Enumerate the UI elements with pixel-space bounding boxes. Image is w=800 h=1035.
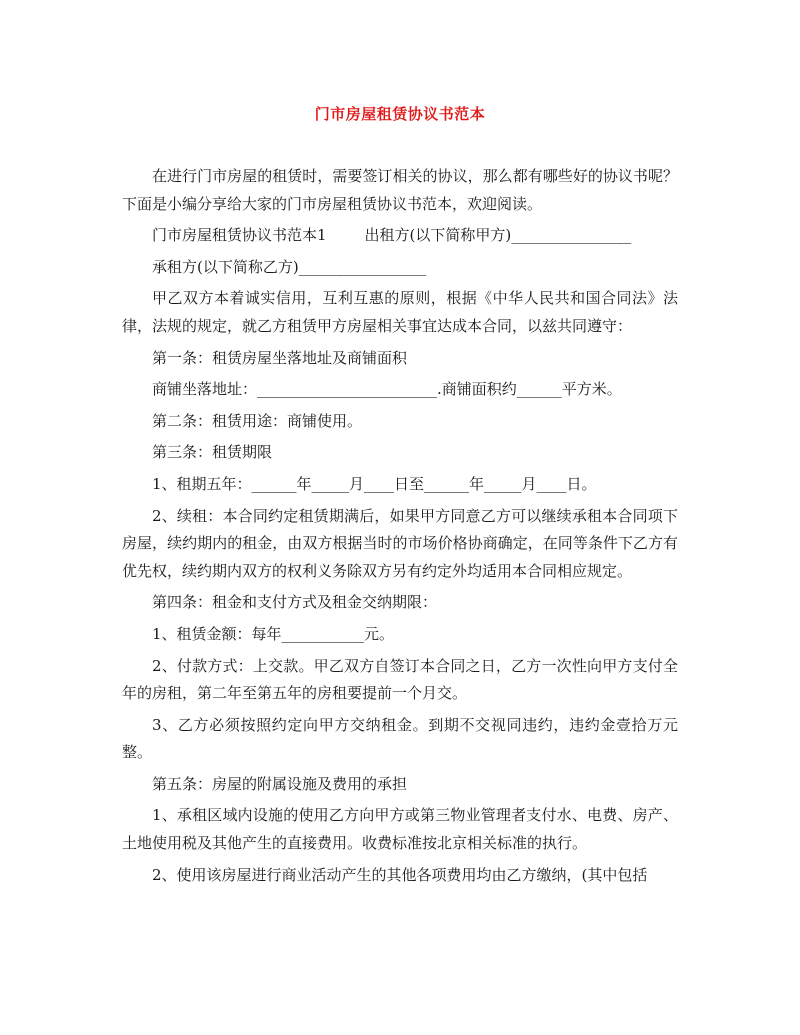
renewal-paragraph: 2、续租：本合同约定租赁期满后，如果甲方同意乙方可以继续承租本合同项下房屋，续约期内的租金，由双方根据当时的市场价格协商确定，在同等条件下乙方有优先权，续约期内双方的权利义务除双方另有约定外均适用本合同相应规定。 [122, 506, 678, 580]
article-4-heading: 第四条：租金和支付方式及租金交纳期限： [152, 593, 438, 612]
facilities-paragraph: 1、承租区域内设施的使用乙方向甲方或第三物业管理者支付水、电费、房产、土地使用税及其他产生的直接费用。收费标准按北京相关标准的执行。 [122, 806, 678, 853]
lessor-line: 出租方(以下简称甲方)________________ [364, 226, 632, 245]
document-body [122, 163, 678, 889]
article-3-heading: 第三条：租赁期限 [152, 443, 273, 462]
article-5-heading: 第五条：房屋的附属设施及费用的承担 [152, 774, 408, 793]
article-1-heading: 第一条：租赁房屋坐落地址及商铺面积 [152, 348, 408, 367]
document-title: 门市房屋租赁协议书范本 [314, 105, 486, 123]
payment-obligation-paragraph: 3、乙方必须按照约定向甲方交纳租金。到期不交视同违约，违约金壹拾万元整。 [122, 715, 678, 762]
paragraph-heading-line [122, 222, 678, 250]
lessee-line: 承租方(以下简称乙方)_________________ [152, 257, 427, 276]
shop-address-line: 商铺坐落地址：________________________.商铺面积约______平方米。 [152, 380, 622, 399]
lease-term-line: 1、租期五年：______年_____月____日至______年_____月____日。 [152, 474, 597, 493]
other-fees-paragraph: 2、使用该房屋进行商业活动产生的其他各项费用均由乙方缴纳，(其中包括 [152, 865, 648, 884]
article-2: 第二条：租赁用途：商铺使用。 [152, 411, 363, 430]
rent-amount-line: 1、租赁金额：每年___________元。 [152, 624, 395, 643]
payment-method-paragraph: 2、付款方式：上交款。甲乙双方自签订本合同之日，乙方一次性向甲方支付全年的房租，第二年至第五年的房租要提前一个月交。 [122, 656, 678, 703]
template-heading: 门市房屋租赁协议书范本1 [152, 226, 327, 245]
paragraph-principle: 甲乙双方本着诚实信用，互利互惠的原则，根据《中华人民共和国合同法》法律，法规的规定，就乙方租赁甲方房屋相关事宜达成本合同，以兹共同遵守： [122, 289, 678, 335]
paragraph-intro: 在进行门市房屋的租赁时，需要签订相关的协议，那么都有哪些好的协议书呢？下面是小编分享给大家的门市房屋租赁协议书范本，欢迎阅读。 [122, 167, 678, 213]
